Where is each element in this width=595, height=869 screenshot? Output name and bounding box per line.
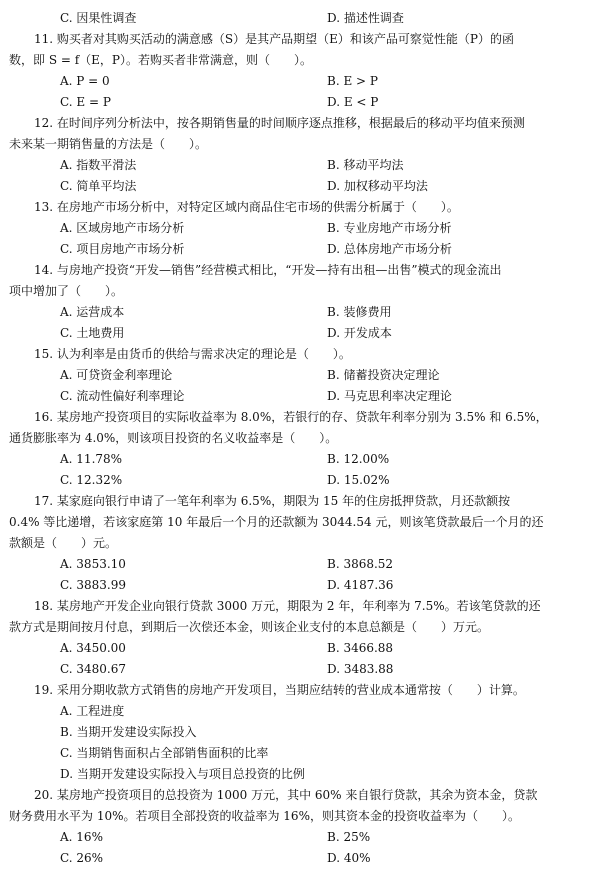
- question-17-option-d: D. 4187.36: [327, 578, 394, 592]
- question-18-option-d: D. 3483.88: [327, 662, 394, 676]
- question-19-option-b: B. 当期开发建设实际投入: [60, 725, 197, 739]
- question-11-option-d: D. E < P: [327, 95, 379, 109]
- question-14-option-d: D. 开发成本: [327, 326, 392, 340]
- question-16-stem-line-2: 通货膨胀率为 4.0%，则该项目投资的名义收益率是（ ）。: [9, 431, 338, 445]
- question-12-stem-line-1: 12. 在时间序列分析法中，按各期销售量的时间顺序逐点推移，根据最后的移动平均值来预测: [34, 116, 525, 130]
- question-13-option-a: A. 区域房地产市场分析: [60, 221, 185, 235]
- question-18-stem-line-2: 款方式是期间按月付息，到期后一次偿还本金，则该企业支付的本息总额是（ ）万元。: [9, 620, 490, 634]
- question-16-option-b: B. 12.00%: [327, 452, 390, 466]
- question-14-option-a: A. 运营成本: [60, 305, 125, 319]
- question-15-option-d: D. 马克思利率决定理论: [327, 389, 452, 403]
- question-11-stem-line-2: 数，即 S = f（E，P）。若购买者非常满意，则（ ）。: [9, 53, 312, 67]
- question-12-option-c: C. 简单平均法: [60, 179, 137, 193]
- question-20-option-b: B. 25%: [327, 830, 371, 844]
- question-16-stem-line-1: 16. 某房地产投资项目的实际收益率为 8.0%，若银行的存、贷款年利率分别为 3.5% 和 6.5%，: [34, 410, 548, 424]
- question-15-option-b: B. 储蓄投资决定理论: [327, 368, 440, 382]
- question-19-option-c: C. 当期销售面积占全部销售面积的比率: [60, 746, 269, 760]
- question-12-option-b: B. 移动平均法: [327, 158, 404, 172]
- question-16-option-c: C. 12.32%: [60, 473, 123, 487]
- option-c: C. 因果性调查: [60, 11, 137, 25]
- question-12-option-a: A. 指数平滑法: [60, 158, 137, 172]
- question-16-option-d: D. 15.02%: [327, 473, 390, 487]
- question-17-option-c: C. 3883.99: [60, 578, 127, 592]
- question-13-stem-line-1: 13. 在房地产市场分析中，对特定区域内商品住宅市场的供需分析属于（ ）。: [34, 200, 459, 214]
- question-11-option-b: B. E > P: [327, 74, 378, 88]
- question-20-option-a: A. 16%: [60, 830, 103, 844]
- question-15-option-a: A. 可贷资金利率理论: [60, 368, 173, 382]
- question-15-stem-line-1: 15. 认为利率是由货币的供给与需求决定的理论是（ ）。: [34, 347, 351, 361]
- question-20-option-c: C. 26%: [60, 851, 104, 865]
- question-12-stem-line-2: 未来某一期销售量的方法是（ ）。: [9, 137, 208, 151]
- question-14-stem-line-1: 14. 与房地产投资“开发—销售”经营模式相比，“开发—持有出租—出售”模式的现金流出: [34, 263, 502, 277]
- question-14-stem-line-2: 项中增加了（ ）。: [9, 284, 124, 298]
- question-12-option-d: D. 加权移动平均法: [327, 179, 428, 193]
- question-14-option-b: B. 装修费用: [327, 305, 392, 319]
- question-13-option-c: C. 项目房地产市场分析: [60, 242, 185, 256]
- question-17-stem-line-3: 款额是（ ）元。: [9, 536, 118, 550]
- question-17-stem-line-2: 0.4% 等比递增，若该家庭第 10 年最后一个月的还款额为 3044.54 元，则该笔贷款最后一个月的还: [9, 515, 544, 529]
- question-18-option-b: B. 3466.88: [327, 641, 394, 655]
- question-20-stem-line-1: 20. 某房地产投资项目的总投资为 1000 万元，其中 60% 来自银行贷款，其余为资本金，贷款: [34, 788, 538, 802]
- question-14-option-c: C. 土地费用: [60, 326, 125, 340]
- question-13-option-d: D. 总体房地产市场分析: [327, 242, 452, 256]
- question-11-option-c: C. E = P: [60, 95, 111, 109]
- question-19-option-a: A. 工程进度: [60, 704, 125, 718]
- question-11-stem-line-1: 11. 购买者对其购买活动的满意感（S）是其产品期望（E）和该产品可察觉性能（P）的函: [34, 32, 514, 46]
- question-16-option-a: A. 11.78%: [60, 452, 123, 466]
- question-17-option-b: B. 3868.52: [327, 557, 394, 571]
- question-11-option-a: A. P = 0: [60, 74, 110, 88]
- question-20-stem-line-2: 财务费用水平为 10%。若项目全部投资的收益率为 16%，则其资本金的投资收益率为（ ）。: [9, 809, 520, 823]
- question-17-option-a: A. 3853.10: [60, 557, 126, 571]
- question-13-option-b: B. 专业房地产市场分析: [327, 221, 452, 235]
- question-18-option-c: C. 3480.67: [60, 662, 127, 676]
- question-15-option-c: C. 流动性偏好利率理论: [60, 389, 185, 403]
- question-19-stem-line-1: 19. 采用分期收款方式销售的房地产开发项目，当期应结转的营业成本通常按（ ）计算。: [34, 683, 525, 697]
- question-18-option-a: A. 3450.00: [60, 641, 126, 655]
- question-20-option-d: D. 40%: [327, 851, 371, 865]
- question-17-stem-line-1: 17. 某家庭向银行申请了一笔年利率为 6.5%，期限为 15 年的住房抵押贷款，月还款额按: [34, 494, 511, 508]
- question-18-stem-line-1: 18. 某房地产开发企业向银行贷款 3000 万元，期限为 2 年，年利率为 7.5%。若该笔贷款的还: [34, 599, 541, 613]
- question-19-option-d: D. 当期开发建设实际投入与项目总投资的比例: [60, 767, 305, 781]
- option-d: D. 描述性调查: [327, 11, 404, 25]
